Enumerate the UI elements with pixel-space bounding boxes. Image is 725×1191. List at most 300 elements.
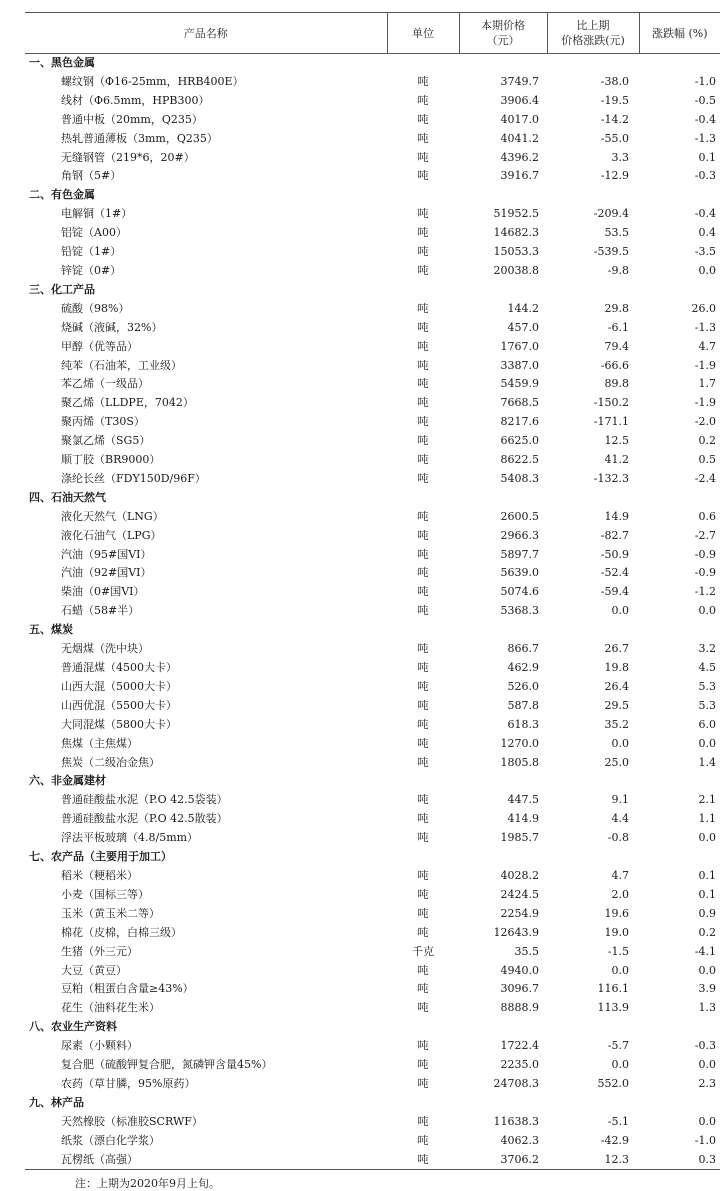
table-row bbox=[25, 149, 720, 168]
price: 587.8 bbox=[507, 698, 539, 712]
change-percent: 0.6 bbox=[698, 509, 716, 523]
price-change: -5.1 bbox=[607, 1114, 629, 1128]
unit: 吨 bbox=[417, 547, 429, 561]
category-row bbox=[25, 186, 720, 205]
product-name: 石蜡（58#半） bbox=[61, 604, 140, 618]
product-name: 热轧普通薄板（3mm，Q235） bbox=[61, 131, 218, 145]
change-percent: -0.9 bbox=[694, 566, 716, 580]
table-row bbox=[25, 375, 720, 394]
price-table-container bbox=[25, 12, 720, 1191]
category-title: 八、农业生产资料 bbox=[29, 1020, 117, 1034]
product-name: 普通硅酸盐水泥（P.O 42.5袋装） bbox=[61, 793, 228, 807]
change-percent: -0.9 bbox=[694, 547, 716, 561]
price-change: -539.5 bbox=[593, 245, 629, 259]
price: 2254.9 bbox=[500, 906, 539, 920]
change-percent: 0.1 bbox=[698, 887, 716, 901]
price-change: -42.9 bbox=[600, 1133, 629, 1147]
price-change: -6.1 bbox=[607, 320, 629, 334]
price-change: 4.7 bbox=[611, 868, 629, 882]
unit: 吨 bbox=[417, 471, 429, 485]
price-change: 9.1 bbox=[611, 793, 629, 807]
product-name: 生猪（外三元） bbox=[61, 944, 138, 958]
unit: 吨 bbox=[417, 396, 429, 410]
product-name: 普通混煤（4500大卡） bbox=[61, 661, 177, 674]
price-change: 89.8 bbox=[604, 377, 629, 391]
price-change: -38.0 bbox=[600, 74, 629, 88]
product-name: 花生（油料花生米） bbox=[61, 1001, 160, 1015]
unit: 吨 bbox=[417, 415, 429, 429]
product-name: 天然橡胶（标准胶SCRWF） bbox=[61, 1114, 203, 1128]
table-row bbox=[25, 791, 720, 810]
unit: 吨 bbox=[417, 679, 429, 693]
price: 2235.0 bbox=[500, 1058, 539, 1072]
table-row bbox=[25, 111, 720, 130]
category-row bbox=[25, 54, 720, 73]
change-percent: -1.2 bbox=[694, 585, 716, 599]
product-name: 豆粕（粗蛋白含量≥43%） bbox=[61, 982, 194, 996]
footnote: 注：上期为2020年9月上旬。 bbox=[75, 1177, 220, 1191]
product-name: 铝锭（A00） bbox=[61, 226, 127, 240]
unit: 吨 bbox=[417, 150, 429, 164]
product-name: 聚氯乙烯（SG5） bbox=[61, 434, 151, 448]
change-percent: -1.0 bbox=[694, 74, 716, 88]
unit: 吨 bbox=[417, 982, 429, 996]
table-row bbox=[25, 754, 720, 773]
price-change: 12.5 bbox=[604, 434, 629, 448]
category-title: 五、煤炭 bbox=[29, 623, 73, 637]
price-change: -12.9 bbox=[600, 169, 629, 183]
price: 4396.2 bbox=[500, 150, 539, 164]
price-change: -59.4 bbox=[600, 585, 629, 599]
table-row bbox=[25, 1151, 720, 1170]
unit: 吨 bbox=[417, 74, 429, 88]
change-percent: 2.1 bbox=[698, 793, 716, 807]
price: 4017.0 bbox=[500, 112, 539, 126]
price: 12643.9 bbox=[493, 925, 539, 939]
unit: 吨 bbox=[417, 301, 429, 315]
price-change: -66.6 bbox=[600, 358, 629, 372]
price-table bbox=[25, 12, 720, 1170]
price: 3906.4 bbox=[500, 93, 539, 107]
product-name: 纸浆（漂白化学浆） bbox=[61, 1133, 160, 1147]
change-percent: -0.3 bbox=[694, 1039, 716, 1053]
product-name: 浮法平板玻璃（4.8/5mm） bbox=[61, 831, 199, 845]
product-name: 苯乙烯（一级品） bbox=[61, 377, 149, 391]
change-percent: 0.2 bbox=[698, 925, 716, 939]
price: 618.3 bbox=[507, 717, 539, 731]
product-name: 无烟煤（洗中块） bbox=[61, 642, 149, 656]
category-row bbox=[25, 621, 720, 640]
category-title: 三、化工产品 bbox=[29, 282, 95, 296]
change-percent: 4.7 bbox=[698, 339, 716, 353]
table-row bbox=[25, 1132, 720, 1151]
unit: 吨 bbox=[417, 1058, 429, 1072]
price-change: -19.5 bbox=[600, 93, 629, 107]
price: 3749.7 bbox=[500, 74, 539, 88]
table-row bbox=[25, 262, 720, 281]
category-row bbox=[25, 281, 720, 300]
table-row bbox=[25, 300, 720, 319]
price-change: -52.4 bbox=[600, 566, 629, 580]
price-change: 26.4 bbox=[604, 679, 629, 693]
product-name: 焦煤（主焦煤） bbox=[61, 736, 138, 750]
table-row bbox=[25, 999, 720, 1018]
unit: 吨 bbox=[417, 453, 429, 467]
category-title: 九、林产品 bbox=[29, 1095, 84, 1109]
category-row bbox=[25, 848, 720, 867]
header-price: 本期价格 （元） bbox=[459, 13, 547, 54]
price-change: 19.6 bbox=[604, 906, 629, 920]
header-product-name: 产品名称 bbox=[25, 13, 387, 54]
product-name: 玉米（黄玉米二等） bbox=[61, 906, 160, 920]
change-percent: 26.0 bbox=[691, 301, 716, 315]
product-name: 山西优混（5500大卡） bbox=[61, 698, 177, 712]
table-row bbox=[25, 640, 720, 659]
change-percent: 0.0 bbox=[698, 263, 716, 277]
unit: 吨 bbox=[417, 169, 429, 183]
price: 8622.5 bbox=[500, 453, 539, 467]
change-percent: -1.3 bbox=[694, 131, 716, 145]
price: 866.7 bbox=[507, 642, 539, 656]
product-name: 液化天然气（LNG） bbox=[61, 509, 164, 523]
product-name: 稻米（粳稻米） bbox=[61, 868, 138, 882]
table-row bbox=[25, 886, 720, 905]
price: 35.5 bbox=[514, 944, 539, 958]
price: 15053.3 bbox=[493, 245, 539, 259]
price: 3096.7 bbox=[500, 982, 539, 996]
table-row bbox=[25, 357, 720, 376]
change-percent: 5.3 bbox=[698, 679, 716, 693]
price: 4062.3 bbox=[500, 1133, 539, 1147]
product-name: 烧碱（液碱，32%） bbox=[61, 320, 163, 334]
product-name: 涤纶长丝（FDY150D/96F） bbox=[61, 471, 206, 485]
table-row bbox=[25, 1037, 720, 1056]
product-name: 顺丁胶（BR9000） bbox=[61, 453, 161, 467]
price: 1985.7 bbox=[500, 831, 539, 845]
price: 4940.0 bbox=[500, 963, 539, 977]
table-row bbox=[25, 980, 720, 999]
price-change: 4.4 bbox=[611, 812, 629, 826]
change-percent: 4.5 bbox=[698, 661, 716, 674]
price-change: 552.0 bbox=[597, 1076, 629, 1090]
product-name: 液化石油气（LPG） bbox=[61, 528, 162, 542]
table-row bbox=[25, 924, 720, 943]
change-percent: 5.3 bbox=[698, 698, 716, 712]
price-change: -82.7 bbox=[600, 528, 629, 542]
change-percent: -4.1 bbox=[694, 944, 716, 958]
product-name: 聚丙烯（T30S） bbox=[61, 415, 145, 429]
product-name: 小麦（国标三等） bbox=[61, 887, 149, 901]
table-row bbox=[25, 432, 720, 451]
price: 526.0 bbox=[507, 679, 539, 693]
price: 51952.5 bbox=[493, 207, 539, 221]
unit: 吨 bbox=[417, 868, 429, 882]
price: 2424.5 bbox=[500, 887, 539, 901]
change-percent: -1.9 bbox=[694, 396, 716, 410]
price-change: -50.9 bbox=[600, 547, 629, 561]
unit: 吨 bbox=[417, 358, 429, 372]
price: 1767.0 bbox=[500, 339, 539, 353]
unit: 吨 bbox=[417, 93, 429, 107]
price: 20038.8 bbox=[493, 263, 539, 277]
price-change: 25.0 bbox=[604, 755, 629, 769]
change-percent: 0.0 bbox=[698, 831, 716, 845]
product-name: 螺纹钢（Φ16-25mm，HRB400E） bbox=[61, 74, 244, 88]
table-row bbox=[25, 943, 720, 962]
price-change: 19.8 bbox=[604, 661, 629, 674]
table-row bbox=[25, 1113, 720, 1132]
change-percent: 0.0 bbox=[698, 604, 716, 618]
table-row bbox=[25, 716, 720, 735]
price: 3916.7 bbox=[500, 169, 539, 183]
price: 3387.0 bbox=[500, 358, 539, 372]
header-pct: 涨跌幅 (%) bbox=[639, 13, 720, 54]
table-row bbox=[25, 678, 720, 697]
change-percent: 0.5 bbox=[698, 453, 716, 467]
price-change: -209.4 bbox=[593, 207, 629, 221]
product-name: 无缝钢管（219*6，20#） bbox=[61, 150, 195, 164]
product-name: 硫酸（98%） bbox=[61, 301, 130, 315]
table-row bbox=[25, 1056, 720, 1075]
price: 6625.0 bbox=[500, 434, 539, 448]
product-name: 瓦楞纸（高强） bbox=[25, 1151, 387, 1170]
change-percent: -1.9 bbox=[694, 358, 716, 372]
table-row bbox=[25, 92, 720, 111]
table-row bbox=[25, 224, 720, 243]
table-row bbox=[25, 319, 720, 338]
unit: 吨 bbox=[417, 566, 429, 580]
table-row bbox=[25, 810, 720, 829]
unit: 吨 bbox=[417, 925, 429, 939]
category-title: 七、农产品（主要用于加工） bbox=[29, 850, 172, 864]
change-percent: 0.4 bbox=[698, 226, 716, 240]
unit: 吨 bbox=[417, 604, 429, 618]
table-header bbox=[25, 13, 720, 54]
product-name: 山西大混（5000大卡） bbox=[61, 679, 177, 693]
change-percent: -1.3 bbox=[694, 320, 716, 334]
price-change: 0.0 bbox=[611, 736, 629, 750]
unit: 吨 bbox=[417, 434, 429, 448]
price-change: 19.0 bbox=[604, 925, 629, 939]
unit: 吨 bbox=[417, 661, 429, 674]
unit: 吨 bbox=[417, 755, 429, 769]
product-name: 角钢（5#） bbox=[61, 169, 122, 183]
price-change: -150.2 bbox=[593, 396, 629, 410]
table-row bbox=[25, 130, 720, 149]
unit: 吨 bbox=[417, 736, 429, 750]
unit: 千克 bbox=[412, 944, 434, 958]
header-change: 比上期 价格涨跌(元) bbox=[547, 13, 639, 54]
change-percent: 1.1 bbox=[698, 812, 716, 826]
price: 5897.7 bbox=[500, 547, 539, 561]
unit: 吨 bbox=[417, 528, 429, 542]
change-percent: -1.0 bbox=[694, 1133, 716, 1147]
change-percent: -0.3 bbox=[694, 169, 716, 183]
product-name: 尿素（小颗料） bbox=[61, 1039, 138, 1053]
price-change: 0.0 bbox=[611, 963, 629, 977]
change-percent: 1.7 bbox=[698, 377, 716, 391]
price-change: -14.2 bbox=[600, 112, 629, 126]
product-name: 电解铜（1#） bbox=[61, 207, 133, 221]
table-row bbox=[25, 73, 720, 92]
product-name: 纯苯（石油苯，工业级） bbox=[61, 358, 182, 372]
category-title: 六、非金属建材 bbox=[29, 774, 106, 788]
table-row bbox=[25, 867, 720, 886]
product-name: 大豆（黄豆） bbox=[61, 963, 127, 977]
change-percent: 3.9 bbox=[698, 982, 716, 996]
product-name: 普通硅酸盐水泥（P.O 42.5散装） bbox=[61, 812, 228, 826]
unit: 吨 bbox=[417, 1076, 429, 1090]
price-change: 2.0 bbox=[611, 887, 629, 901]
change-percent: 0.2 bbox=[698, 434, 716, 448]
change-percent: 1.3 bbox=[698, 1001, 716, 1015]
product-name: 锌锭（0#） bbox=[61, 263, 122, 277]
price: 8217.6 bbox=[500, 415, 539, 429]
price-change: -5.7 bbox=[607, 1039, 629, 1053]
product-name: 复合肥（硫酸钾复合肥，氮磷钾含量45%） bbox=[61, 1058, 273, 1072]
unit: 吨 bbox=[417, 509, 429, 523]
change-percent: -0.5 bbox=[694, 93, 716, 107]
category-title: 一、黑色金属 bbox=[29, 56, 95, 69]
unit: 吨 bbox=[417, 1039, 429, 1053]
price-change: -1.5 bbox=[607, 944, 629, 958]
price: 5459.9 bbox=[500, 377, 539, 391]
product-name: 焦炭（二级冶金焦） bbox=[61, 755, 160, 769]
change-percent: 0.0 bbox=[698, 1114, 716, 1128]
price-change: 29.8 bbox=[604, 301, 629, 315]
table-row bbox=[25, 527, 720, 546]
table-row bbox=[25, 338, 720, 357]
product-name: 铅锭（1#） bbox=[61, 245, 122, 259]
unit: 吨 bbox=[417, 698, 429, 712]
unit: 吨 bbox=[417, 1114, 429, 1128]
product-name: 普通中板（20mm，Q235） bbox=[61, 112, 203, 126]
unit: 吨 bbox=[417, 377, 429, 391]
unit: 吨 bbox=[417, 226, 429, 240]
unit: 吨 bbox=[417, 1001, 429, 1015]
price: 144.2 bbox=[507, 301, 539, 315]
category-row bbox=[25, 1018, 720, 1037]
category-row bbox=[25, 489, 720, 508]
change-percent: 0.0 bbox=[698, 1058, 716, 1072]
table-row bbox=[25, 697, 720, 716]
price: 1270.0 bbox=[500, 736, 539, 750]
price-change: -9.8 bbox=[607, 263, 629, 277]
price: 5639.0 bbox=[500, 566, 539, 580]
price: 11638.3 bbox=[493, 1114, 539, 1128]
change-percent: 3.2 bbox=[698, 642, 716, 656]
price: 7668.5 bbox=[500, 396, 539, 410]
price: 5408.3 bbox=[500, 471, 539, 485]
table-row bbox=[25, 962, 720, 981]
category-title: 四、石油天然气 bbox=[29, 490, 106, 504]
change-percent: -2.7 bbox=[694, 528, 716, 542]
unit: 吨 bbox=[417, 245, 429, 259]
price-change: 3.3 bbox=[611, 150, 629, 164]
price-change: 0.0 bbox=[611, 604, 629, 618]
price: 3706.2 bbox=[459, 1151, 547, 1170]
price: 14682.3 bbox=[493, 226, 539, 240]
table-row bbox=[25, 508, 720, 527]
price: 462.9 bbox=[507, 661, 539, 674]
table-row bbox=[25, 905, 720, 924]
unit: 吨 bbox=[417, 812, 429, 826]
table-row bbox=[25, 602, 720, 621]
unit: 吨 bbox=[417, 207, 429, 221]
unit: 吨 bbox=[387, 1151, 459, 1170]
price: 447.5 bbox=[507, 793, 539, 807]
table-row bbox=[25, 167, 720, 186]
table-row bbox=[25, 546, 720, 565]
header-unit: 单位 bbox=[387, 13, 459, 54]
change-percent: -0.4 bbox=[694, 112, 716, 126]
price-change: 12.3 bbox=[547, 1151, 639, 1170]
change-percent: 0.9 bbox=[698, 906, 716, 920]
table-row bbox=[25, 564, 720, 583]
price: 8888.9 bbox=[500, 1001, 539, 1015]
product-name: 棉花（皮棉，白棉三级） bbox=[61, 925, 182, 939]
table-row bbox=[25, 205, 720, 224]
unit: 吨 bbox=[417, 717, 429, 731]
unit: 吨 bbox=[417, 906, 429, 920]
price: 414.9 bbox=[507, 812, 539, 826]
price: 5074.6 bbox=[500, 585, 539, 599]
unit: 吨 bbox=[417, 112, 429, 126]
price-change: -0.8 bbox=[607, 831, 629, 845]
unit: 吨 bbox=[417, 1133, 429, 1147]
price-change: 41.2 bbox=[604, 453, 629, 467]
price-change: 26.7 bbox=[604, 642, 629, 656]
change-percent: -2.0 bbox=[694, 415, 716, 429]
table-row bbox=[25, 659, 720, 678]
price: 4028.2 bbox=[500, 868, 539, 882]
product-name: 汽油（92#国VI） bbox=[61, 566, 152, 580]
price: 1805.8 bbox=[500, 755, 539, 769]
category-title: 二、有色金属 bbox=[29, 188, 95, 202]
product-name: 柴油（0#国VI） bbox=[61, 585, 145, 599]
price-change: 79.4 bbox=[604, 339, 629, 353]
table-row bbox=[25, 394, 720, 413]
price-change: 53.5 bbox=[604, 226, 629, 240]
change-percent: -3.5 bbox=[694, 245, 716, 259]
table-row bbox=[25, 451, 720, 470]
unit: 吨 bbox=[417, 831, 429, 845]
price-change: 14.9 bbox=[604, 509, 629, 523]
table-row bbox=[25, 470, 720, 489]
change-percent: 0.0 bbox=[698, 963, 716, 977]
product-name: 线材（Φ6.5mm，HPB300） bbox=[61, 93, 210, 107]
price-change: -171.1 bbox=[593, 415, 629, 429]
table-row bbox=[25, 829, 720, 848]
table-row bbox=[25, 243, 720, 262]
price: 1722.4 bbox=[500, 1039, 539, 1053]
change-percent: -0.4 bbox=[694, 207, 716, 221]
table-body bbox=[25, 54, 720, 1170]
unit: 吨 bbox=[417, 793, 429, 807]
price-change: -55.0 bbox=[600, 131, 629, 145]
unit: 吨 bbox=[417, 585, 429, 599]
change-percent: 0.1 bbox=[698, 150, 716, 164]
unit: 吨 bbox=[417, 263, 429, 277]
product-name: 汽油（95#国VI） bbox=[61, 547, 152, 561]
unit: 吨 bbox=[417, 339, 429, 353]
table-row bbox=[25, 1075, 720, 1094]
table-row bbox=[25, 735, 720, 754]
unit: 吨 bbox=[417, 320, 429, 334]
category-row bbox=[25, 1094, 720, 1113]
product-name: 甲醇（优等品） bbox=[61, 339, 138, 353]
price: 2600.5 bbox=[500, 509, 539, 523]
